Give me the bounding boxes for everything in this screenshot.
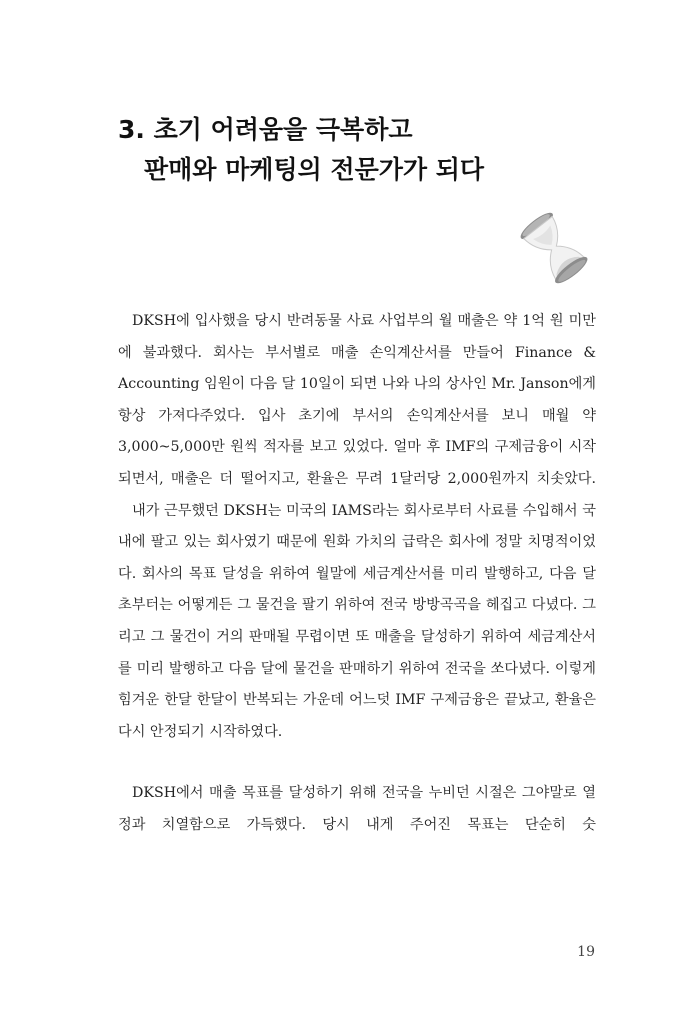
paragraph-gap	[118, 748, 596, 778]
body-text	[118, 306, 596, 842]
chapter-title-line1: 3. 초기 어려움을 극복하고	[118, 115, 413, 144]
chapter-title-line2: 판매와 마케팅의 전문가가 되다	[144, 155, 485, 184]
paragraph-3: DKSH에서 매출 목표를 달성하기 위해 전국을 누비던 시절은 그야말로 열정과 치열함으로 가득했다. 당시 내게 주어진 목표는 단순히 숫	[118, 785, 596, 833]
paragraph-1: DKSH에 입사했을 당시 반려동물 사료 사업부의 월 매출은 약 1억 원 미만에 불과했다. 회사는 부서별로 매출 손익계산서를 만들어 Finance & Accounting 임원이 다음 달 10일이 되면 나와 나의 상사인 Mr. Janson에게 항상 가져다주었다. 입사 초기에 부서의 손익계산서를 보니 매월 약 3,000~5,000만 원씩 적자를 보고 있었다. 얼마 후 IMF의 구제금융이 시작되면서, 매출은 더 떨어지고, 환율은 무려 1달러당 2,000원까지 치솟았다.	[118, 313, 596, 487]
chapter-title	[118, 110, 484, 190]
paragraph-2: 내가 근무했던 DKSH는 미국의 IAMS라는 회사로부터 사료를 수입해서 국내에 팔고 있는 회사였기 때문에 원화 가치의 급락은 회사에 정말 치명적이었다. 회사의 목표 달성을 위하여 월말에 세금계산서를 미리 발행하고, 다음 달 초부터는 어떻게든 그 물건을 팔기 위하여 전국 방방곡곡을 헤집고 다녔다. 그리고 그 물건이 거의 판매될 무렵이면 또 매출을 달성하기 위하여 세금계산서를 미리 발행하고 다음 달에 물건을 판매하기 위하여 전국을 쏘다녔다. 이렇게 힘겨운 한달 한달이 반복되는 가운데 어느덧 IMF 구제금융은 끝났고, 환율은 다시 안정되기 시작하였다.	[118, 502, 596, 740]
page-number: 19	[577, 944, 595, 960]
hourglass-icon	[508, 208, 600, 288]
